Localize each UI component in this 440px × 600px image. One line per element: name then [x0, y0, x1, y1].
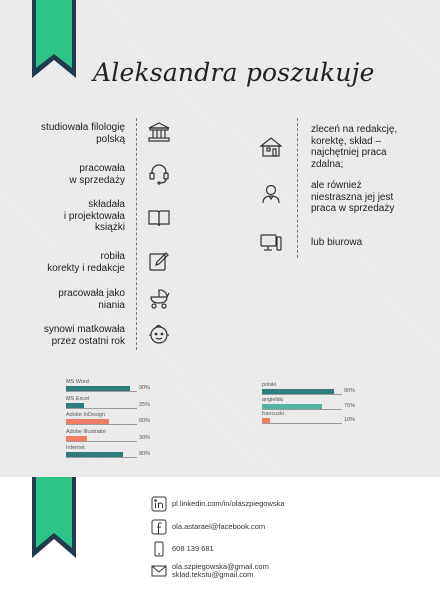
stroller-icon	[147, 286, 171, 310]
linkedin-link[interactable]: pl.linkedin.com/in/olaszpiegowska	[172, 499, 285, 508]
page-title: Aleksandra poszukuje	[93, 58, 375, 87]
facebook-icon	[151, 519, 167, 535]
envelope-icon	[151, 563, 167, 579]
person-icon	[259, 182, 283, 206]
language-bar-1	[262, 404, 322, 409]
left-item-5-text: pracowała jako niania	[58, 288, 125, 311]
right-item-2-text: ale również niestraszna jej jest praca w sprzedaży	[311, 180, 395, 214]
skill-label-2: Adobe InDesign	[66, 412, 106, 418]
skill-label-3: Adobe Illustrator	[66, 428, 107, 435]
skill-label-4: Internet	[66, 445, 85, 451]
skill-bar-3	[66, 436, 87, 441]
skill-bar-0	[66, 386, 130, 391]
bookmark-ribbon-top	[32, 0, 76, 78]
skill-bar-2	[66, 419, 109, 424]
email-secondary[interactable]: sklad.tekstu@gmail.com	[172, 570, 254, 579]
house-icon	[259, 135, 283, 159]
language-bar-0	[262, 389, 334, 394]
right-item-3-text: lub biurowa	[311, 237, 363, 248]
language-percent-0: 90%	[344, 388, 356, 394]
headset-icon	[147, 161, 171, 185]
left-item-6-text: synowi matkowała przez ostatni rok	[43, 324, 125, 347]
building-columns-icon	[147, 120, 171, 144]
left-item-4-text: robiła korekty i redakcje	[47, 251, 125, 274]
language-label-0: polski	[262, 382, 277, 388]
language-percent-2: 10%	[344, 417, 356, 423]
bookmark-ribbon-bottom	[32, 477, 76, 558]
skill-percent-2: 60%	[139, 418, 151, 424]
language-label-1: angielski	[262, 396, 284, 403]
skill-percent-1: 25%	[139, 401, 151, 408]
skill-label-1: MS Excel	[66, 395, 90, 402]
skill-label-0: MS Word	[66, 379, 89, 385]
language-bar-2	[262, 418, 270, 423]
phone-number[interactable]: 608 139 681	[172, 544, 214, 553]
left-item-1-text: studiowała filologię polską	[41, 122, 125, 145]
pencil-edit-icon	[147, 249, 171, 273]
email-primary[interactable]: ola.szpiegowska@gmail.com	[172, 562, 269, 571]
skill-percent-3: 30%	[139, 434, 151, 441]
left-item-3-text: składała i projektowała książki	[63, 199, 125, 233]
facebook-link[interactable]: ola.astarael@facebook.com	[172, 522, 266, 531]
left-item-2-text: pracowała w sprzedaży	[69, 163, 125, 186]
right-divider	[297, 118, 298, 258]
skill-bar-4	[66, 452, 123, 457]
baby-face-icon	[147, 322, 171, 346]
language-track-2	[262, 418, 342, 424]
left-divider	[136, 118, 137, 350]
linkedin-icon	[151, 496, 167, 512]
skill-percent-4: 80%	[139, 451, 151, 457]
skill-percent-0: 90%	[139, 385, 151, 391]
open-book-icon	[147, 206, 171, 230]
computer-icon	[259, 231, 283, 255]
skill-bar-1	[66, 403, 84, 408]
language-percent-1: 75%	[344, 402, 356, 409]
language-label-2: francuski	[262, 411, 285, 417]
right-item-1-text: zleceń na redakcję, korektę, skład – najchętniej praca zdalna;	[311, 124, 398, 170]
phone-icon	[151, 541, 167, 557]
